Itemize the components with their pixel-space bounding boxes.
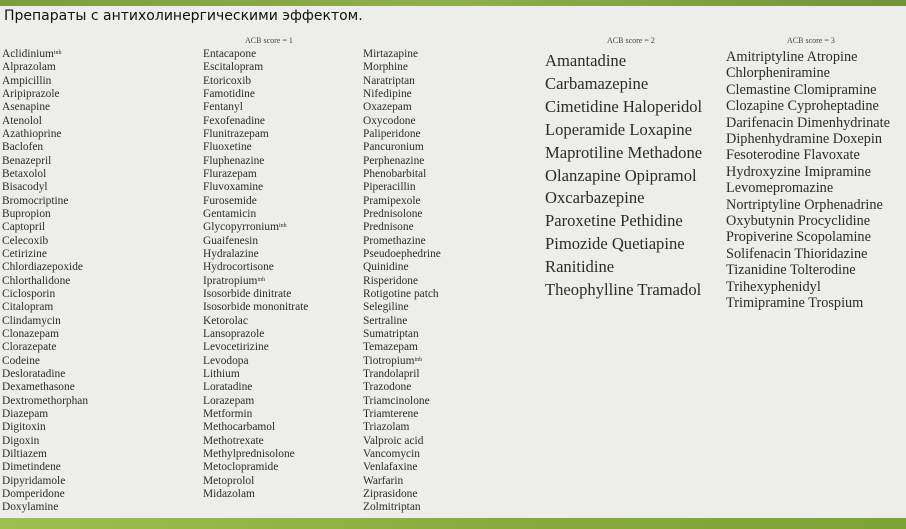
drug-item: [726, 295, 890, 311]
drug-item: [203, 248, 308, 261]
drug-name: Hydroxyzine Imipramine: [726, 163, 871, 180]
drug-name: Levodopa: [203, 354, 249, 367]
drug-name: Loratadine: [203, 381, 253, 394]
drug-item: [2, 75, 88, 88]
drug-item: [203, 475, 308, 488]
drug-name: Ciclosporin: [2, 287, 56, 300]
drug-name: Levomepromazine: [726, 180, 834, 197]
drug-item: [203, 48, 308, 61]
drug-name: Morphine: [363, 61, 408, 74]
drug-name: Ipratropium: [203, 274, 258, 287]
drug-name: Fesoterodine Flavoxate: [726, 147, 860, 164]
drug-item: [363, 435, 441, 448]
drug-name: Amitriptyline Atropine: [726, 49, 858, 65]
drug-name: Cimetidine Haloperidol: [545, 96, 703, 116]
drug-name: Paroxetine Pethidine: [545, 211, 683, 231]
drug-item: [545, 96, 702, 119]
drug-item: [726, 213, 890, 229]
drug-name: Nifedipine: [363, 87, 412, 100]
drug-item: [2, 395, 88, 408]
acb-score-2-header: ACB score = 2: [607, 36, 655, 45]
drug-name: Cetirizine: [2, 247, 47, 260]
drug-name: Dimetindene: [2, 461, 61, 474]
drug-name: Chlorthalidone: [2, 274, 71, 287]
drug-name: Glycopyrronium: [203, 221, 279, 234]
drug-item: [2, 448, 88, 461]
drug-name: Oxcarbazepine: [545, 188, 645, 208]
drug-item: [726, 98, 890, 114]
drug-name: Zolmitriptan: [363, 501, 421, 514]
drug-item: [363, 355, 441, 368]
drug-item: [203, 381, 308, 394]
drug-item: [2, 155, 88, 168]
drug-name: Oxybutynin Procyclidine: [726, 213, 871, 230]
drug-item: [203, 235, 308, 248]
drug-item: [363, 461, 441, 474]
drug-item: [203, 181, 308, 194]
drug-name: Hydrocortisone: [203, 261, 274, 274]
drug-item: [545, 256, 702, 279]
drug-item: [363, 395, 441, 408]
drug-name: Digoxin: [2, 434, 40, 447]
drug-item: [203, 421, 308, 434]
drug-item: [726, 229, 890, 245]
drug-item: [2, 488, 88, 501]
acb1-drug-column-3: [363, 48, 441, 514]
drug-name: Guaifenesin: [203, 234, 259, 247]
drug-name: Vancomycin: [363, 447, 420, 460]
drug-item: [2, 315, 88, 328]
drug-name: Bromocriptine: [2, 194, 69, 207]
drug-name: Theophylline Tramadol: [545, 280, 702, 300]
drug-item: [2, 61, 88, 74]
drug-name: Famotidine: [203, 87, 255, 100]
drug-name: Diazepam: [2, 407, 49, 420]
drug-name: Propiverine Scopolamine: [726, 229, 871, 246]
inhaled-marker: inh: [257, 276, 266, 283]
drug-item: [726, 147, 890, 163]
drug-item: [203, 368, 308, 381]
drug-item: [363, 75, 441, 88]
drug-name: Temazepam: [363, 341, 418, 354]
drug-name: Dextromethorphan: [2, 394, 89, 407]
acb-score-1-header: ACB score = 1: [245, 36, 293, 45]
drug-item: [363, 501, 441, 514]
drug-item: [726, 279, 890, 295]
drug-name: Piperacillin: [363, 181, 416, 194]
drug-item: [2, 101, 88, 114]
drug-name: Clindamycin: [2, 314, 61, 327]
drug-item: [363, 128, 441, 141]
drug-name: Lithium: [203, 367, 240, 380]
drug-item: [545, 233, 702, 256]
drug-name: Entacapone: [203, 48, 257, 60]
drug-name: Bisacodyl: [2, 181, 48, 194]
drug-item: [726, 197, 890, 213]
top-accent-bar: [0, 0, 906, 6]
drug-item: [203, 221, 308, 234]
drug-item: [363, 301, 441, 314]
drug-item: [2, 461, 88, 474]
drug-item: [203, 61, 308, 74]
drug-item: [203, 328, 308, 341]
drug-item: [2, 181, 88, 194]
drug-name: Codeine: [2, 354, 40, 367]
drug-name: Maprotiline Methadone: [545, 142, 703, 162]
drug-item: [363, 221, 441, 234]
drug-name: Pancuronium: [363, 141, 424, 154]
drug-item: [363, 101, 441, 114]
drug-name: Flurazepam: [203, 167, 257, 180]
drug-name: Isosorbide mononitrate: [203, 301, 309, 314]
drug-name: Risperidone: [363, 274, 419, 287]
drug-name: Venlafaxine: [363, 461, 418, 474]
drug-item: [203, 208, 308, 221]
drug-name: Domperidone: [2, 487, 65, 500]
drug-item: [203, 461, 308, 474]
drug-name: Fluvoxamine: [203, 181, 264, 194]
drug-item: [363, 448, 441, 461]
drug-name: Trandolapril: [363, 367, 420, 380]
drug-name: Isosorbide dinitrate: [203, 287, 292, 300]
drug-item: [363, 341, 441, 354]
drug-item: [363, 195, 441, 208]
drug-item: [726, 115, 890, 131]
drug-name: Paliperidone: [363, 127, 421, 140]
page-title: Препараты с антихолинергическими эффектом.: [4, 8, 363, 24]
drug-item: [545, 73, 702, 96]
drug-name: Celecoxib: [2, 234, 49, 247]
drug-item: [363, 181, 441, 194]
drug-item: [2, 115, 88, 128]
drug-name: Pimozide Quetiapine: [545, 234, 685, 254]
drug-name: Betaxolol: [2, 167, 47, 180]
acb1-drug-column-2: [203, 48, 308, 501]
drug-name: Clozapine Cyproheptadine: [726, 98, 879, 115]
drug-item: [545, 50, 702, 73]
drug-item: [363, 421, 441, 434]
drug-item: [363, 155, 441, 168]
drug-name: Fentanyl: [203, 101, 243, 114]
drug-item: [363, 315, 441, 328]
drug-item: [363, 168, 441, 181]
drug-item: [363, 288, 441, 301]
drug-item: [2, 501, 88, 514]
drug-item: [2, 235, 88, 248]
drug-item: [363, 275, 441, 288]
drug-name: Darifenacin Dimenhydrinate: [726, 114, 890, 131]
drug-item: [726, 49, 890, 65]
drug-name: Triamcinolone: [363, 394, 430, 407]
drug-name: Oxazepam: [363, 101, 412, 114]
drug-item: [2, 328, 88, 341]
drug-item: [2, 261, 88, 274]
drug-item: [363, 381, 441, 394]
drug-item: [545, 210, 702, 233]
drug-name: Gentamicin: [203, 207, 257, 220]
drug-item: [2, 475, 88, 488]
drug-name: Carbamazepine: [545, 73, 649, 93]
drug-name: Midazolam: [203, 487, 255, 500]
drug-name: Digitoxin: [2, 421, 46, 434]
inhaled-marker: inh: [278, 223, 287, 230]
drug-name: Hydralazine: [203, 247, 259, 260]
drug-item: [203, 115, 308, 128]
drug-name: Solifenacin Thioridazine: [726, 245, 868, 262]
drug-name: Sumatriptan: [363, 327, 419, 340]
drug-name: Metoclopramide: [203, 461, 279, 474]
drug-name: Olanzapine Opipramol: [545, 165, 697, 185]
drug-item: [2, 88, 88, 101]
drug-name: Clonazepam: [2, 327, 59, 340]
drug-item: [726, 164, 890, 180]
drug-item: [726, 82, 890, 98]
drug-item: [203, 128, 308, 141]
drug-item: [726, 246, 890, 262]
drug-name: Valproic acid: [363, 434, 424, 447]
drug-name: Prednisone: [363, 221, 414, 234]
drug-name: Metformin: [203, 407, 253, 420]
drug-name: Etoricoxib: [203, 74, 252, 87]
drug-name: Chlorpheniramine: [726, 65, 831, 82]
drug-name: Selegiline: [363, 301, 409, 314]
drug-item: [545, 165, 702, 188]
drug-name: Alprazolam: [2, 61, 56, 74]
drug-name: Bupropion: [2, 207, 51, 220]
drug-item: [203, 288, 308, 301]
drug-item: [363, 115, 441, 128]
drug-name: Asenapine: [2, 101, 51, 114]
drug-name: Fluphenazine: [203, 154, 265, 167]
drug-item: [203, 261, 308, 274]
drug-item: [363, 368, 441, 381]
drug-name: Nortriptyline Orphenadrine: [726, 196, 883, 213]
drug-item: [2, 141, 88, 154]
drug-item: [363, 88, 441, 101]
drug-name: Tizanidine Tolterodine: [726, 262, 856, 279]
drug-name: Diphenhydramine Doxepin: [726, 131, 883, 148]
drug-item: [2, 421, 88, 434]
drug-item: [203, 408, 308, 421]
drug-item: [545, 187, 702, 210]
drug-item: [2, 288, 88, 301]
drug-name: Desloratadine: [2, 367, 66, 380]
drug-item: [545, 119, 702, 142]
drug-name: Levocetirizine: [203, 341, 269, 354]
drug-item: [203, 141, 308, 154]
drug-item: [2, 275, 88, 288]
drug-item: [363, 48, 441, 61]
drug-item: [2, 381, 88, 394]
drug-name: Phenobarbital: [363, 167, 427, 180]
drug-item: [203, 341, 308, 354]
drug-name: Oxycodone: [363, 114, 416, 127]
drug-item: [363, 408, 441, 421]
drug-item: [203, 435, 308, 448]
drug-item: [2, 221, 88, 234]
drug-item: [2, 355, 88, 368]
drug-name: Doxylamine: [2, 501, 59, 514]
drug-name: Ziprasidone: [363, 487, 418, 500]
drug-item: [203, 88, 308, 101]
drug-item: [363, 248, 441, 261]
acb-score-3-header: ACB score = 3: [787, 36, 835, 45]
drug-name: Amantadine: [545, 51, 627, 70]
drug-item: [203, 355, 308, 368]
drug-item: [363, 328, 441, 341]
drug-item: [203, 301, 308, 314]
drug-item: [545, 279, 702, 302]
drug-item: [2, 128, 88, 141]
drug-name: Triamterene: [363, 407, 419, 420]
drug-name: Benazepril: [2, 154, 52, 167]
drug-name: Mirtazapine: [363, 48, 419, 60]
drug-item: [2, 248, 88, 261]
drug-item: [203, 75, 308, 88]
drug-name: Sertraline: [363, 314, 408, 327]
drug-item: [203, 275, 308, 288]
drug-name: Clorazepate: [2, 341, 57, 354]
drug-item: [203, 101, 308, 114]
drug-name: Perphenazine: [363, 154, 425, 167]
drug-item: [363, 61, 441, 74]
drug-item: [2, 408, 88, 421]
drug-item: [203, 315, 308, 328]
drug-item: [363, 261, 441, 274]
drug-item: [2, 168, 88, 181]
drug-item: [363, 208, 441, 221]
drug-name: Flunitrazepam: [203, 127, 269, 140]
drug-item: [2, 341, 88, 354]
drug-name: Prednisolone: [363, 207, 423, 220]
drug-item: [363, 488, 441, 501]
drug-item: [363, 235, 441, 248]
drug-name: Atenolol: [2, 114, 42, 127]
drug-name: Methylprednisolone: [203, 447, 295, 460]
drug-name: Pramipexole: [363, 194, 421, 207]
drug-item: [2, 301, 88, 314]
drug-name: Lansoprazole: [203, 327, 265, 340]
drug-name: Ranitidine: [545, 257, 615, 277]
drug-item: [2, 208, 88, 221]
drug-item: [2, 48, 88, 61]
drug-name: Ampicillin: [2, 74, 52, 87]
inhaled-marker: inh: [414, 356, 423, 363]
drug-name: Lorazepam: [203, 394, 255, 407]
bottom-accent-bar: [0, 518, 906, 529]
inhaled-marker: inh: [53, 50, 62, 56]
drug-name: Ketorolac: [203, 314, 248, 327]
drug-item: [203, 395, 308, 408]
acb3-drug-list: [726, 49, 890, 312]
drug-name: Promethazine: [363, 234, 426, 247]
drug-name: Trihexyphenidyl: [726, 278, 821, 295]
drug-item: [545, 142, 702, 165]
drug-name: Baclofen: [2, 141, 44, 154]
drug-item: [203, 168, 308, 181]
drug-item: [726, 262, 890, 278]
drug-name: Furosemide: [203, 194, 257, 207]
drug-item: [363, 141, 441, 154]
drug-name: Naratriptan: [363, 74, 415, 87]
drug-item: [203, 448, 308, 461]
drug-name: Captopril: [2, 221, 46, 234]
drug-item: [203, 155, 308, 168]
drug-name: Citalopram: [2, 301, 54, 314]
drug-name: Chlordiazepoxide: [2, 261, 83, 274]
drug-name: Aclidinium: [2, 48, 54, 60]
drug-name: Azathioprine: [2, 127, 62, 140]
drug-item: [2, 195, 88, 208]
drug-item: [2, 368, 88, 381]
drug-item: [203, 195, 308, 208]
drug-name: Methotrexate: [203, 434, 264, 447]
acb1-drug-column-1: [2, 48, 88, 514]
drug-item: [726, 65, 890, 81]
drug-name: Trimipramine Trospium: [726, 295, 864, 312]
drug-name: Loperamide Loxapine: [545, 119, 692, 139]
drug-item: [2, 435, 88, 448]
drug-name: Quinidine: [363, 261, 409, 274]
drug-name: Trazodone: [363, 381, 412, 394]
drug-name: Fluoxetine: [203, 141, 252, 154]
drug-name: Pseudoephedrine: [363, 247, 441, 260]
drug-name: Methocarbamol: [203, 421, 276, 434]
drug-name: Dipyridamole: [2, 474, 66, 487]
drug-name: Fexofenadine: [203, 114, 265, 127]
drug-item: [726, 131, 890, 147]
drug-name: Metoprolol: [203, 474, 255, 487]
drug-name: Triazolam: [363, 421, 410, 434]
acb2-drug-list: [545, 50, 702, 302]
drug-item: [203, 488, 308, 501]
drug-name: Warfarin: [363, 474, 404, 487]
drug-name: Tiotropium: [363, 354, 415, 367]
drug-item: [726, 180, 890, 196]
drug-name: Rotigotine patch: [363, 287, 439, 300]
drug-name: Aripiprazole: [2, 87, 60, 100]
drug-name: Clemastine Clomipramine: [726, 81, 877, 98]
drug-name: Dexamethasone: [2, 381, 75, 394]
drug-name: Diltiazem: [2, 447, 47, 460]
drug-name: Escitalopram: [203, 61, 264, 74]
drug-item: [363, 475, 441, 488]
